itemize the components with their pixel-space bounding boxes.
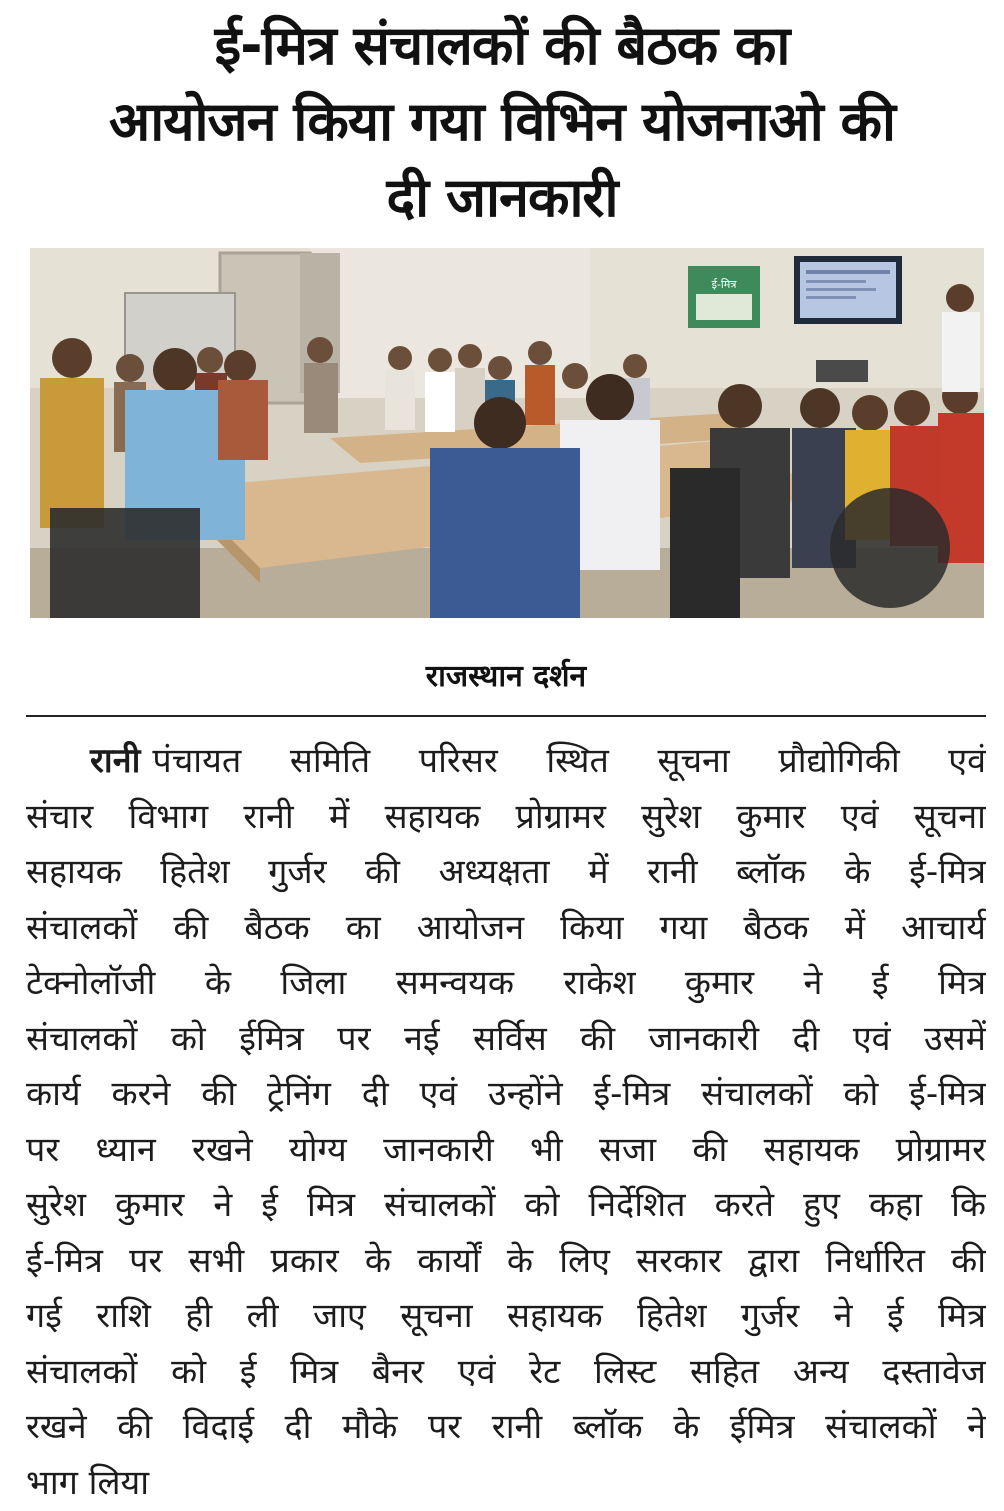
article-line: संचालकों को ईमित्र पर नई सर्विस की जानकारी दी एवं उसमें <box>26 1012 986 1068</box>
headline-line-2: आयोजन किया गया विभिन योजनाओ की <box>20 84 984 160</box>
dateline: रानी <box>90 741 140 781</box>
headline-line-3: दी जानकारी <box>20 160 984 236</box>
article-line: संचार विभाग रानी में सहायक प्रोग्रामर सुरेश कुमार एवं सूचना <box>26 790 986 846</box>
article-line-text: पंचायत समिति परिसर स्थित सूचना प्रौद्योगिकी एवं <box>152 741 986 781</box>
article-line: टेक्नोलॉजी के जिला समन्वयक राकेश कुमार ने ई मित्र <box>26 956 986 1012</box>
headline <box>20 8 984 236</box>
article-body <box>26 734 986 1511</box>
news-photo <box>30 248 984 618</box>
man-plaid-shirt <box>430 448 580 618</box>
article-line: भाग लिया <box>26 1456 986 1511</box>
article-line: पर ध्यान रखने योग्य जानकारी भी सजा की सहायक प्रोग्रामर <box>26 1123 986 1179</box>
poster-label: ई-मित्र <box>712 278 738 291</box>
meeting-photo-illustration <box>30 248 984 618</box>
article-line: सहायक हितेश गुर्जर की अध्यक्षता में रानी ब्लॉक के ई-मित्र <box>26 845 986 901</box>
article-line <box>26 734 986 790</box>
article-line: कार्य करने की ट्रेनिंग दी एवं उन्होंने ई-मित्र संचालकों को ई-मित्र <box>26 1067 986 1123</box>
article-line: गई राशि ही ली जाए सूचना सहायक हितेश गुर्जर ने ई मित्र <box>26 1289 986 1345</box>
article-line: संचालकों की बैठक का आयोजन किया गया बैठक में आचार्य <box>26 901 986 957</box>
byline: राजस्थान दर्शन <box>26 655 986 699</box>
headline-line-1: ई-मित्र संचालकों की बैठक का <box>20 8 984 84</box>
article-line: ई-मित्र पर सभी प्रकार के कार्यों के लिए सरकार द्वारा निर्धारित की <box>26 1234 986 1290</box>
article-line: सुरेश कुमार ने ई मित्र संचालकों को निर्देशित करते हुए कहा कि <box>26 1178 986 1234</box>
article-line: संचालकों को ई मित्र बैनर एवं रेट लिस्ट सहित अन्य दस्तावेज <box>26 1345 986 1401</box>
divider-rule <box>26 715 986 717</box>
article-line: रखने की विदाई दी मौके पर रानी ब्लॉक के ईमित्र संचालकों ने <box>26 1400 986 1456</box>
